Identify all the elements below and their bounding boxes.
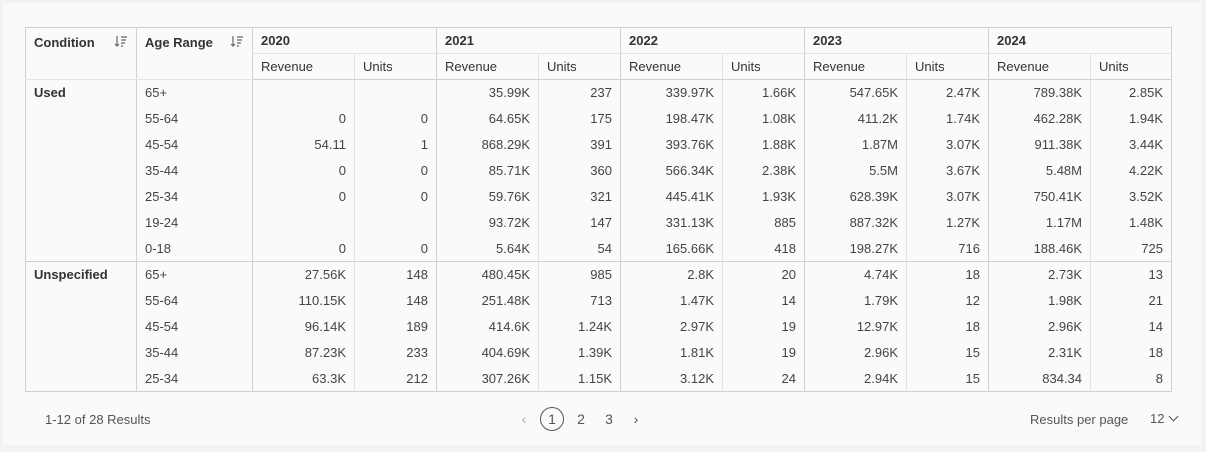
revenue-cell: 411.2K: [805, 106, 907, 132]
table-row: [26, 288, 1172, 314]
units-cell: 175: [539, 106, 621, 132]
sort-icon[interactable]: [114, 34, 128, 48]
revenue-cell: 1.81K: [621, 340, 723, 366]
condition-group-label: Unspecified: [26, 262, 137, 392]
revenue-cell: 3.12K: [621, 366, 723, 392]
revenue-subheader: Revenue: [989, 54, 1091, 80]
units-cell: 14: [1091, 314, 1172, 340]
age-range-column-header[interactable]: [137, 28, 253, 80]
age-range-cell: 25-34: [137, 366, 253, 392]
units-cell: 15: [907, 340, 989, 366]
condition-header-label: Condition: [34, 35, 95, 50]
units-cell: 24: [723, 366, 805, 392]
condition-column-header[interactable]: [26, 28, 137, 80]
units-cell: 3.52K: [1091, 184, 1172, 210]
table-row: [26, 314, 1172, 340]
revenue-cell: 1.87M: [805, 132, 907, 158]
units-cell: 1.66K: [723, 80, 805, 106]
units-cell: 1.94K: [1091, 106, 1172, 132]
units-cell: 148: [355, 262, 437, 288]
pivot-table-body: [26, 80, 1172, 392]
revenue-cell: 868.29K: [437, 132, 539, 158]
revenue-cell: 5.5M: [805, 158, 907, 184]
age-range-cell: 55-64: [137, 288, 253, 314]
revenue-cell: 462.28K: [989, 106, 1091, 132]
units-cell: 725: [1091, 236, 1172, 262]
age-range-cell: 45-54: [137, 132, 253, 158]
units-cell: 237: [539, 80, 621, 106]
units-cell: 2.47K: [907, 80, 989, 106]
results-count: 1-12 of 28 Results: [45, 412, 151, 427]
revenue-cell: 64.65K: [437, 106, 539, 132]
table-row: [26, 210, 1172, 236]
table-row: [26, 132, 1172, 158]
units-cell: 716: [907, 236, 989, 262]
revenue-cell: 393.76K: [621, 132, 723, 158]
units-cell: 321: [539, 184, 621, 210]
revenue-cell: 628.39K: [805, 184, 907, 210]
units-cell: 713: [539, 288, 621, 314]
revenue-cell: 198.27K: [805, 236, 907, 262]
revenue-cell: [253, 210, 355, 236]
page-button-1[interactable]: 1: [540, 407, 564, 431]
revenue-cell: 307.26K: [437, 366, 539, 392]
units-cell: 3.07K: [907, 132, 989, 158]
revenue-cell: 445.41K: [621, 184, 723, 210]
revenue-cell: 339.97K: [621, 80, 723, 106]
revenue-cell: 198.47K: [621, 106, 723, 132]
revenue-cell: 547.65K: [805, 80, 907, 106]
revenue-cell: 887.32K: [805, 210, 907, 236]
table-row: [26, 366, 1172, 392]
age-range-cell: 65+: [137, 80, 253, 106]
table-row: [26, 340, 1172, 366]
pagination: [511, 407, 649, 431]
revenue-cell: 0: [253, 158, 355, 184]
table-row: [26, 158, 1172, 184]
units-cell: 360: [539, 158, 621, 184]
units-cell: 20: [723, 262, 805, 288]
units-cell: 3.07K: [907, 184, 989, 210]
revenue-cell: 1.98K: [989, 288, 1091, 314]
units-cell: 985: [539, 262, 621, 288]
revenue-cell: 188.46K: [989, 236, 1091, 262]
page-button-2[interactable]: 2: [577, 411, 585, 427]
revenue-cell: 96.14K: [253, 314, 355, 340]
units-cell: 1.48K: [1091, 210, 1172, 236]
revenue-cell: 834.34: [989, 366, 1091, 392]
revenue-cell: 85.71K: [437, 158, 539, 184]
chevron-left-icon[interactable]: ‹: [521, 411, 527, 427]
units-cell: 418: [723, 236, 805, 262]
units-cell: 18: [907, 262, 989, 288]
units-cell: 391: [539, 132, 621, 158]
units-cell: 14: [723, 288, 805, 314]
units-cell: [355, 210, 437, 236]
units-cell: 19: [723, 314, 805, 340]
revenue-cell: 0: [253, 106, 355, 132]
table-footer: [3, 403, 1201, 437]
units-cell: 3.67K: [907, 158, 989, 184]
revenue-subheader: Revenue: [621, 54, 723, 80]
age-range-cell: 45-54: [137, 314, 253, 340]
units-cell: 1.24K: [539, 314, 621, 340]
units-subheader: Units: [723, 54, 805, 80]
units-cell: 0: [355, 158, 437, 184]
revenue-cell: 911.38K: [989, 132, 1091, 158]
revenue-cell: 165.66K: [621, 236, 723, 262]
chevron-right-icon[interactable]: ›: [633, 411, 639, 427]
page-button-3[interactable]: 3: [605, 411, 613, 427]
revenue-cell: 2.94K: [805, 366, 907, 392]
results-per-page-select[interactable]: [1150, 411, 1177, 426]
units-cell: 18: [907, 314, 989, 340]
units-subheader: Units: [539, 54, 621, 80]
revenue-cell: 2.73K: [989, 262, 1091, 288]
revenue-cell: 63.3K: [253, 366, 355, 392]
age-range-cell: 35-44: [137, 158, 253, 184]
table-row: [26, 262, 1172, 288]
age-range-cell: 55-64: [137, 106, 253, 132]
units-cell: 3.44K: [1091, 132, 1172, 158]
units-cell: 1.27K: [907, 210, 989, 236]
revenue-cell: [253, 80, 355, 106]
revenue-cell: 54.11: [253, 132, 355, 158]
revenue-cell: 1.47K: [621, 288, 723, 314]
revenue-cell: 251.48K: [437, 288, 539, 314]
revenue-cell: 2.97K: [621, 314, 723, 340]
units-cell: 2.85K: [1091, 80, 1172, 106]
units-cell: 2.38K: [723, 158, 805, 184]
revenue-cell: 0: [253, 236, 355, 262]
year-header-2020: 2020: [253, 28, 437, 54]
revenue-cell: 404.69K: [437, 340, 539, 366]
condition-group-label: Used: [34, 85, 66, 100]
year-header-2021: 2021: [437, 28, 621, 54]
units-cell: 148: [355, 288, 437, 314]
revenue-cell: 414.6K: [437, 314, 539, 340]
table-row: [26, 184, 1172, 210]
units-cell: 147: [539, 210, 621, 236]
table-row: [26, 80, 1172, 106]
units-cell: 0: [355, 106, 437, 132]
units-cell: 13: [1091, 262, 1172, 288]
units-subheader: Units: [907, 54, 989, 80]
revenue-cell: 331.13K: [621, 210, 723, 236]
table-row: [26, 236, 1172, 262]
units-cell: 1: [355, 132, 437, 158]
revenue-cell: 0: [253, 184, 355, 210]
revenue-cell: 789.38K: [989, 80, 1091, 106]
revenue-cell: 12.97K: [805, 314, 907, 340]
age-range-cell: 35-44: [137, 340, 253, 366]
table-row: [26, 106, 1172, 132]
revenue-subheader: Revenue: [253, 54, 355, 80]
revenue-cell: 2.31K: [989, 340, 1091, 366]
units-cell: 1.15K: [539, 366, 621, 392]
revenue-cell: 480.45K: [437, 262, 539, 288]
results-per-page-value: 12: [1150, 411, 1165, 426]
revenue-cell: 2.96K: [805, 340, 907, 366]
units-cell: 18: [1091, 340, 1172, 366]
age-range-cell: 65+: [137, 262, 253, 288]
revenue-cell: 2.96K: [989, 314, 1091, 340]
units-cell: 1.74K: [907, 106, 989, 132]
revenue-cell: 59.76K: [437, 184, 539, 210]
units-cell: 233: [355, 340, 437, 366]
revenue-subheader: Revenue: [805, 54, 907, 80]
units-cell: 0: [355, 184, 437, 210]
sort-icon[interactable]: [230, 34, 244, 48]
units-cell: 8: [1091, 366, 1172, 392]
units-cell: 212: [355, 366, 437, 392]
revenue-cell: 35.99K: [437, 80, 539, 106]
chevron-down-icon: [1169, 412, 1179, 422]
units-cell: 21: [1091, 288, 1172, 314]
revenue-cell: 93.72K: [437, 210, 539, 236]
age-range-cell: 0-18: [137, 236, 253, 262]
revenue-cell: 750.41K: [989, 184, 1091, 210]
units-cell: 15: [907, 366, 989, 392]
results-per-page-label: Results per page: [1030, 412, 1129, 427]
revenue-cell: 5.48M: [989, 158, 1091, 184]
units-subheader: Units: [355, 54, 437, 80]
age-range-cell: 19-24: [137, 210, 253, 236]
revenue-cell: 27.56K: [253, 262, 355, 288]
revenue-subheader: Revenue: [437, 54, 539, 80]
revenue-cell: 2.8K: [621, 262, 723, 288]
age-range-cell: 25-34: [137, 184, 253, 210]
revenue-cell: 87.23K: [253, 340, 355, 366]
units-subheader: Units: [1091, 54, 1172, 80]
units-cell: 4.22K: [1091, 158, 1172, 184]
pivot-table: [25, 27, 1172, 392]
revenue-cell: 566.34K: [621, 158, 723, 184]
units-cell: 1.93K: [723, 184, 805, 210]
units-cell: 885: [723, 210, 805, 236]
age-range-header-label: Age Range: [145, 35, 213, 50]
pivot-table-panel: [3, 3, 1201, 445]
units-cell: [355, 80, 437, 106]
revenue-cell: 4.74K: [805, 262, 907, 288]
units-cell: 0: [355, 236, 437, 262]
units-cell: 189: [355, 314, 437, 340]
units-cell: 12: [907, 288, 989, 314]
revenue-cell: 1.17M: [989, 210, 1091, 236]
units-cell: 1.08K: [723, 106, 805, 132]
units-cell: 54: [539, 236, 621, 262]
units-cell: 1.39K: [539, 340, 621, 366]
units-cell: 19: [723, 340, 805, 366]
year-header-2022: 2022: [621, 28, 805, 54]
revenue-cell: 5.64K: [437, 236, 539, 262]
units-cell: 1.88K: [723, 132, 805, 158]
revenue-cell: 1.79K: [805, 288, 907, 314]
revenue-cell: 110.15K: [253, 288, 355, 314]
year-header-2024: 2024: [989, 28, 1172, 54]
year-header-2023: 2023: [805, 28, 989, 54]
